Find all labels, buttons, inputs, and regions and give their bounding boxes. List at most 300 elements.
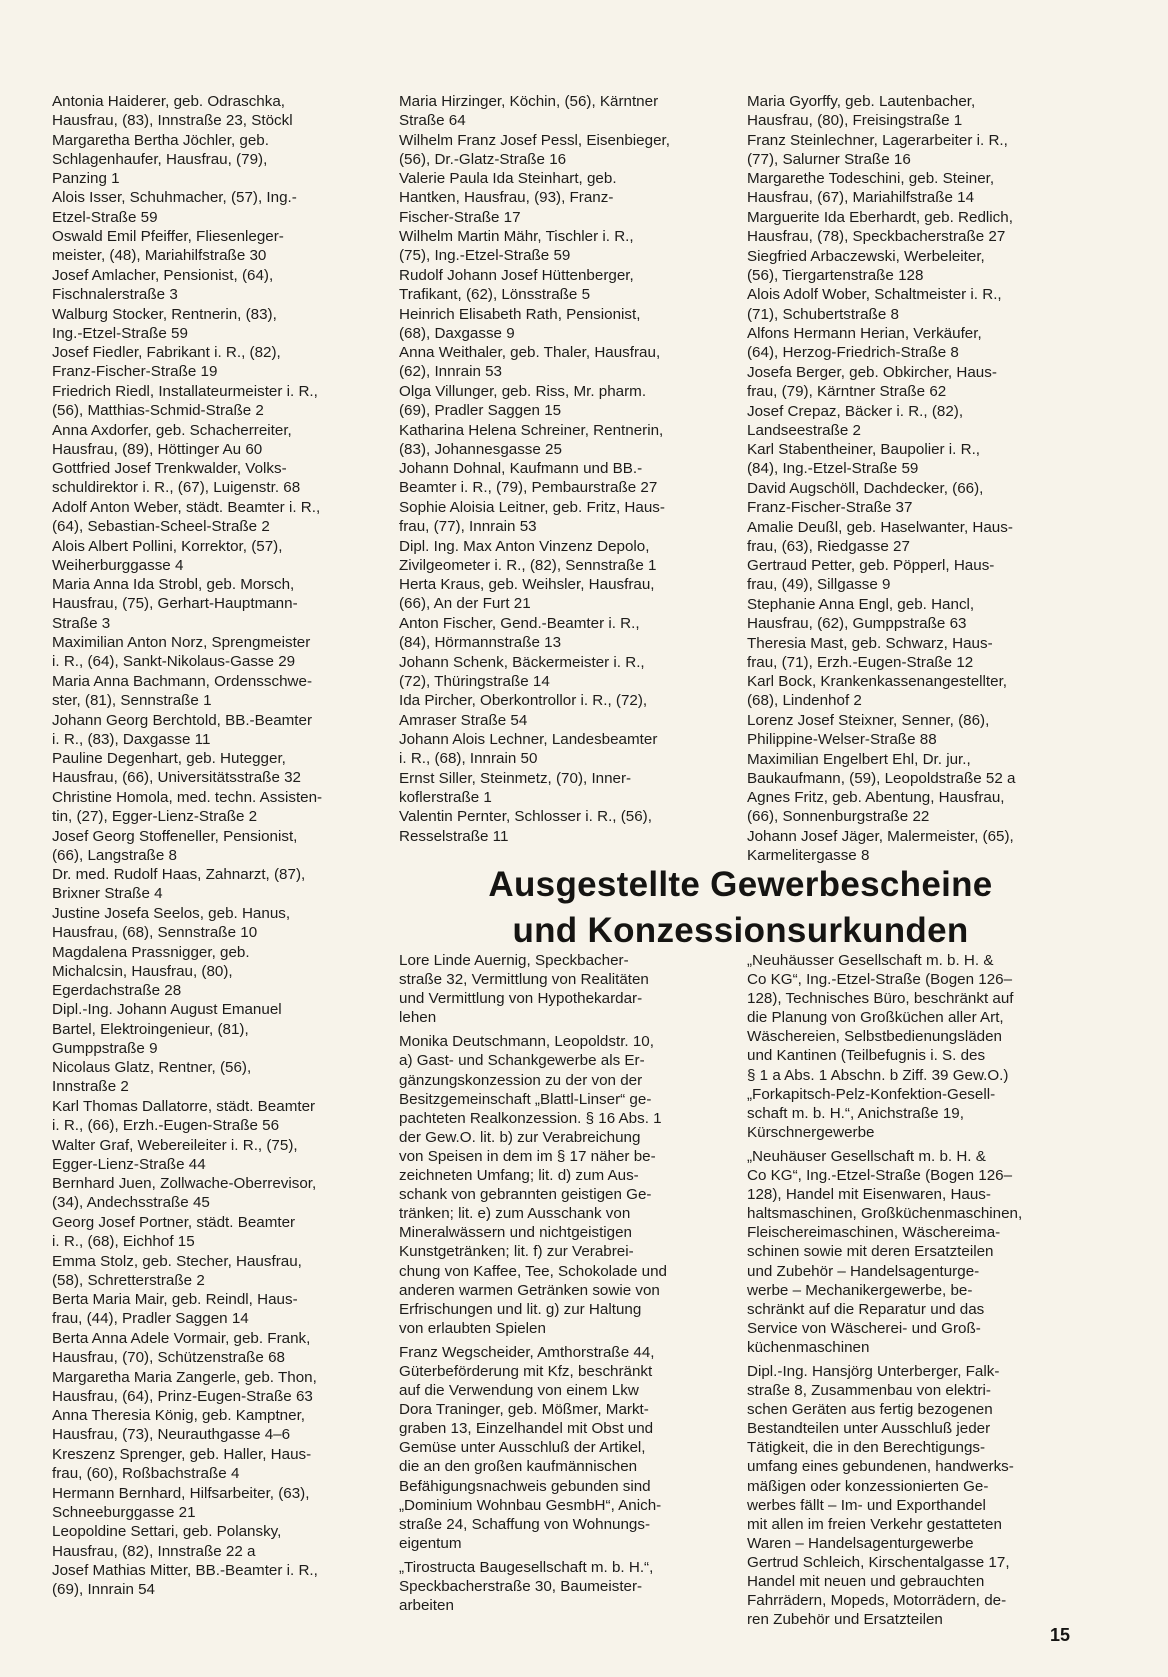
entry-line: tin, (27), Egger-Lienz-Straße 2 <box>52 807 258 825</box>
entry-line: Egger-Lienz-Straße 44 <box>52 1155 206 1173</box>
entry-line: arbeiten <box>399 1597 454 1615</box>
entry-line: Georg Josef Portner, städt. Beamter <box>52 1213 296 1231</box>
entry-line: mäßigen oder konzessionierten Ge- <box>747 1477 989 1495</box>
list-item <box>747 595 1082 633</box>
licenses-column-left <box>399 951 729 1615</box>
list-item <box>52 943 372 1000</box>
list-item <box>52 343 372 381</box>
list-item <box>399 1343 729 1553</box>
entry-line: Anton Fischer, Gend.-Beamter i. R., <box>399 615 640 633</box>
list-item <box>399 614 729 652</box>
list-item <box>52 266 372 304</box>
entry-line: Karl Stabentheiner, Baupolier i. R., <box>747 441 981 459</box>
entry-line: Amraser Straße 54 <box>399 711 528 729</box>
entry-line: Nicolaus Glatz, Rentner, (56), <box>52 1059 252 1077</box>
entry-line: schank von gebrannten geistigen Ge- <box>399 1186 652 1204</box>
entry-line: gänzungskonzession zu der von der <box>399 1071 643 1089</box>
entry-line: frau, (77), Innrain 53 <box>399 518 537 536</box>
list-item <box>52 1329 372 1367</box>
entry-line: Johann Dohnal, Kaufmann und BB.- <box>399 460 643 478</box>
list-item <box>747 285 1082 323</box>
entry-line: Johann Josef Jäger, Malermeister, (65), <box>747 828 1014 846</box>
entry-line: Hausfrau, (67), Mariahilfstraße 14 <box>747 189 975 207</box>
list-item <box>52 92 372 130</box>
entry-line: Lorenz Josef Steixner, Senner, (86), <box>747 712 990 729</box>
entry-line: schränkt auf die Reparatur und das <box>747 1300 985 1318</box>
entry-line: Walburg Stocker, Rentnerin, (83), <box>52 305 277 323</box>
list-item <box>52 1484 372 1522</box>
entry-line: Dora Traninger, geb. Mößmer, Markt- <box>399 1401 649 1419</box>
entry-line: ren Zubehör und Ersatzteilen <box>747 1611 943 1629</box>
entry-line: Valerie Paula Ida Steinhart, geb. <box>399 170 617 188</box>
entry-line: (83), Johannesgasse 25 <box>399 440 562 458</box>
entry-line: „Neuhäuser Gesellschaft m. b. H. & <box>747 1147 986 1165</box>
list-item <box>747 827 1082 865</box>
list-item <box>52 459 372 497</box>
entry-line: (69), Innrain 54 <box>52 1581 155 1599</box>
list-item <box>399 769 729 807</box>
entry-line: Hantken, Hausfrau, (93), Franz- <box>399 189 614 207</box>
list-item <box>52 227 372 265</box>
entry-line: Gemüse unter Ausschluß der Artikel, <box>399 1439 646 1457</box>
entry-line: (84), Ing.-Etzel-Straße 59 <box>747 460 919 478</box>
entry-line: Leopoldine Settari, geb. Polansky, <box>52 1523 282 1541</box>
list-item <box>399 92 729 130</box>
entry-line: Hausfrau, (75), Gerhart-Hauptmann- <box>52 595 298 613</box>
entry-line: und Kantinen (Teilbefugnis i. S. des <box>747 1047 986 1065</box>
entry-line: straße 24, Schaffung von Wohnungs- <box>399 1515 651 1533</box>
entry-line: Michalcsin, Hausfrau, (80), <box>52 962 233 980</box>
entry-line: Bernhard Juen, Zollwache-Oberrevisor, <box>52 1175 317 1193</box>
entry-line: schaft m. b. H.“, Anichstraße 19, <box>747 1104 964 1122</box>
list-item <box>52 749 372 787</box>
list-item <box>399 653 729 691</box>
entry-line: Hermann Bernhard, Hilfsarbeiter, (63), <box>52 1484 310 1502</box>
list-item <box>52 633 372 671</box>
list-item <box>747 92 1082 130</box>
list-item <box>399 131 729 169</box>
entry-line: (56), Tiergartenstraße 128 <box>747 266 924 284</box>
entry-line: Karmelitergasse 8 <box>747 847 870 865</box>
entry-line: i. R., (64), Sankt-Nikolaus-Gasse 29 <box>52 653 296 671</box>
entry-line: Landseestraße 2 <box>747 421 861 439</box>
entry-line: Hausfrau, (73), Neurauthgasse 4–6 <box>52 1426 291 1444</box>
entry-line: Hausfrau, (89), Höttinger Au 60 <box>52 440 263 458</box>
entry-line: anderen warmen Getränken sowie von <box>399 1281 660 1299</box>
entry-line: Franz-Fischer-Straße 19 <box>52 363 218 381</box>
list-item <box>52 1000 372 1057</box>
section-heading-line-1: Ausgestellte Gewerbescheine <box>488 865 993 904</box>
entry-line: Dipl.-Ing. Johann August Emanuel <box>52 1001 282 1019</box>
entry-line: Johann Georg Berchtold, BB.-Beamter <box>52 711 313 729</box>
entry-line: auf die Verwendung von einem Lkw <box>399 1382 639 1400</box>
list-item <box>399 807 729 845</box>
entry-line: a) Gast- und Schankgewerbe als Er- <box>399 1052 645 1070</box>
entry-line: Heinrich Elisabeth Rath, Pensionist, <box>399 305 641 323</box>
list-item <box>747 672 1082 710</box>
list-item <box>52 672 372 710</box>
entry-line: Josef Georg Stoffeneller, Pensionist, <box>52 827 298 845</box>
entry-line: Resselstraße 11 <box>399 827 509 845</box>
entry-line: Hausfrau, (70), Schützenstraße 68 <box>52 1349 285 1367</box>
entry-line: Sophie Aloisia Leitner, geb. Fritz, Haus- <box>399 498 665 516</box>
entry-line: und Vermittlung von Hypothekardar- <box>399 990 643 1008</box>
entry-line: Dipl. Ing. Max Anton Vinzenz Depolo, <box>399 537 650 555</box>
entry-line: schuldirektor i. R., (67), Luigenstr. 68 <box>52 479 301 497</box>
entry-line: Marguerite Ida Eberhardt, geb. Redlich, <box>747 209 1013 227</box>
entry-line: Franz Wegscheider, Amthorstraße 44, <box>399 1343 655 1361</box>
list-item <box>52 904 372 942</box>
list-item <box>399 343 729 381</box>
entry-line: i. R., (68), Eichhof 15 <box>52 1233 195 1251</box>
entry-line: pachteten Realkonzession. § 16 Abs. 1 <box>399 1109 662 1127</box>
entry-line: Ernst Siller, Steinmetz, (70), Inner- <box>399 769 632 787</box>
entry-line: Bartel, Elektroingenieur, (81), <box>52 1020 249 1038</box>
entry-line: Justine Josefa Seelos, geb. Hanus, <box>52 904 291 922</box>
list-item <box>747 711 1082 749</box>
entry-line: Kürschnergewerbe <box>747 1123 875 1141</box>
entry-line: (72), Thüringstraße 14 <box>399 672 550 690</box>
section-heading-line-2: und Konzessionsurkunden <box>512 911 969 950</box>
entry-line: tränken; lit. e) zum Ausschank von <box>399 1205 631 1223</box>
list-item <box>52 575 372 632</box>
list-item <box>52 788 372 826</box>
obituary-column-middle <box>399 92 729 846</box>
entry-line: Hausfrau, (64), Prinz-Eugen-Straße 63 <box>52 1387 313 1405</box>
entry-line: i. R., (68), Innrain 50 <box>399 750 538 768</box>
entry-line: Rudolf Johann Josef Hüttenberger, <box>399 266 634 284</box>
entry-line: Fleischereimaschinen, Wäschereima- <box>747 1224 1001 1242</box>
list-item <box>747 131 1082 169</box>
page-number: 15 <box>1049 1625 1070 1645</box>
entry-line: Emma Stolz, geb. Stecher, Hausfrau, <box>52 1252 302 1270</box>
entry-line: Ida Pircher, Oberkontrollor i. R., (72), <box>399 692 648 710</box>
entry-line: (34), Andechsstraße 45 <box>52 1194 210 1212</box>
entry-line: lehen <box>399 1009 437 1027</box>
entry-line: Erfrischungen und lit. g) zur Haltung <box>399 1300 642 1318</box>
entry-line: Etzel-Straße 59 <box>52 208 158 226</box>
entry-line: Franz-Fischer-Straße 37 <box>747 498 913 516</box>
list-item <box>399 691 729 729</box>
entry-line: (56), Matthias-Schmid-Straße 2 <box>52 402 264 419</box>
entry-line: Güterbeförderung mit Kfz, beschränkt <box>399 1362 653 1380</box>
entry-line: Margarethe Todeschini, geb. Steiner, <box>747 170 995 188</box>
list-item <box>399 575 729 613</box>
entry-line: Fischer-Straße 17 <box>399 208 521 226</box>
entry-line: Karl Bock, Krankenkassenangestellter, <box>747 673 1008 691</box>
list-item <box>399 1032 729 1338</box>
entry-line: Alfons Hermann Herian, Verkäufer, <box>747 325 982 343</box>
entry-line: Speckbacherstraße 30, Baumeister- <box>399 1578 643 1595</box>
entry-line: meister, (48), Mariahilfstraße 30 <box>52 247 267 265</box>
entry-line: Gertrud Schleich, Kirschentalgasse 17, <box>747 1553 1010 1571</box>
entry-line: 128), Technisches Büro, beschränkt auf <box>747 990 1014 1008</box>
list-item <box>52 1213 372 1251</box>
entry-line: Josefa Berger, geb. Obkircher, Haus- <box>747 363 997 381</box>
entry-line: Fahrrädern, Mopeds, Motorrädern, de- <box>747 1592 1007 1610</box>
entry-line: Hausfrau, (66), Universitätsstraße 32 <box>52 769 301 787</box>
entry-line: Pauline Degenhart, geb. Hutegger, <box>52 750 286 768</box>
entry-line: Co KG“, Ing.-Etzel-Straße (Bogen 126– <box>747 1167 1013 1185</box>
entry-line: i. R., (83), Daxgasse 11 <box>52 730 211 748</box>
entry-line: Dr. med. Rudolf Haas, Zahnarzt, (87), <box>52 866 306 884</box>
list-item <box>52 188 372 226</box>
entry-line: Gertraud Petter, geb. Pöpperl, Haus- <box>747 557 995 575</box>
entry-line: Service von Wäscherei- und Groß- <box>747 1319 981 1337</box>
list-item <box>747 402 1082 440</box>
entry-line: Walter Graf, Webereileiter i. R., (75), <box>52 1136 298 1154</box>
list-item <box>52 498 372 536</box>
entry-line: (71), Schubertstraße 8 <box>747 305 899 323</box>
entry-line: die Planung von Großküchen aller Art, <box>747 1009 1004 1027</box>
list-item <box>399 459 729 497</box>
entry-line: frau, (63), Riedgasse 27 <box>747 537 910 555</box>
entry-line: ster, (81), Sennstraße 1 <box>52 691 212 709</box>
entry-line: koflerstraße 1 <box>399 788 492 806</box>
list-item <box>747 169 1082 207</box>
entry-line: Adolf Anton Weber, städt. Beamter i. R., <box>52 498 321 516</box>
list-item <box>52 421 372 459</box>
entry-line: Maria Gyorffy, geb. Lautenbacher, <box>747 93 976 110</box>
list-item <box>52 1522 372 1560</box>
entry-line: Maximilian Anton Norz, Sprengmeister <box>52 634 311 652</box>
entry-line: (64), Sebastian-Scheel-Straße 2 <box>52 518 270 536</box>
entry-line: Gottfried Josef Trenkwalder, Volks- <box>52 460 287 478</box>
list-item <box>52 131 372 188</box>
entry-line: (62), Innrain 53 <box>399 363 502 381</box>
entry-line: Schneeburggasse 21 <box>52 1503 196 1521</box>
list-item <box>747 324 1082 362</box>
entry-line: Philippine-Welser-Straße 88 <box>747 731 937 749</box>
entry-line: (75), Ing.-Etzel-Straße 59 <box>399 247 571 265</box>
entry-line: Johann Schenk, Bäckermeister i. R., <box>399 653 645 671</box>
entry-line: frau, (79), Kärntner Straße 62 <box>747 382 947 400</box>
entry-line: (84), Hörmannstraße 13 <box>399 634 562 652</box>
list-item <box>52 1406 372 1444</box>
list-item <box>52 1136 372 1174</box>
list-item <box>747 951 1082 1142</box>
entry-line: Hausfrau, (80), Freisingstraße 1 <box>747 112 963 130</box>
entry-line: umfang eines gebundenen, handwerks- <box>747 1458 1014 1476</box>
entry-line: Amalie Deußl, geb. Haselwanter, Haus- <box>747 518 1013 536</box>
entry-line: Johann Alois Lechner, Landesbeamter <box>399 731 658 749</box>
entry-line: Antonia Haiderer, geb. Odraschka, <box>52 93 286 110</box>
list-item <box>399 382 729 420</box>
entry-line: frau, (49), Sillgasse 9 <box>747 576 891 594</box>
list-item <box>52 827 372 865</box>
entry-line: Ing.-Etzel-Straße 59 <box>52 324 188 342</box>
entry-line: Hausfrau, (78), Speckbacherstraße 27 <box>747 228 1006 246</box>
licenses-column-right <box>747 951 1082 1629</box>
list-item <box>52 305 372 343</box>
entry-line: Alois Albert Pollini, Korrektor, (57), <box>52 537 283 555</box>
entry-line: (77), Salurner Straße 16 <box>747 150 911 168</box>
entry-line: Weiherburggasse 4 <box>52 556 184 574</box>
entry-line: Straße 3 <box>52 614 111 632</box>
list-item <box>399 169 729 226</box>
entry-line: Franz Steinlechner, Lagerarbeiter i. R., <box>747 131 1008 149</box>
entry-line: Siegfried Arbaczewski, Werbeleiter, <box>747 247 985 265</box>
entry-line: Josef Crepaz, Bäcker i. R., (82), <box>747 402 964 420</box>
entry-line: werbe – Mechanikergewerbe, be- <box>747 1281 973 1299</box>
entry-line: Anna Weithaler, geb. Thaler, Hausfrau, <box>399 344 661 362</box>
entry-line: Befähigungsnachweis gebunden sind <box>399 1477 651 1495</box>
list-item <box>52 537 372 575</box>
entry-line: Brixner Straße 4 <box>52 885 163 903</box>
list-item <box>399 498 729 536</box>
entry-line: frau, (60), Roßbachstraße 4 <box>52 1465 240 1483</box>
list-item <box>747 363 1082 401</box>
entry-line: straße 8, Zusammenbau von elektri- <box>747 1382 991 1400</box>
entry-line: Fischnalerstraße 3 <box>52 285 178 303</box>
entry-line: Berta Maria Mair, geb. Reindl, Haus- <box>52 1291 298 1309</box>
entry-line: Wäschereien, Selbstbedienungsläden <box>747 1028 1002 1046</box>
entry-line: Berta Anna Adele Vormair, geb. Frank, <box>52 1330 311 1347</box>
list-item <box>52 1368 372 1406</box>
entry-line: Dipl.-Ing. Hansjörg Unterberger, Falk- <box>747 1362 1000 1380</box>
entry-line: eigentum <box>399 1534 462 1552</box>
entry-line: (56), Dr.-Glatz-Straße 16 <box>399 150 567 168</box>
list-item <box>52 1561 372 1599</box>
entry-line: Stephanie Anna Engl, geb. Hancl, <box>747 595 975 613</box>
list-item <box>52 1058 372 1096</box>
entry-line: frau, (44), Pradler Saggen 14 <box>52 1310 249 1328</box>
entry-line: Wilhelm Martin Mähr, Tischler i. R., <box>399 228 634 246</box>
entry-line: Hausfrau, (68), Sennstraße 10 <box>52 924 258 942</box>
list-item <box>747 788 1082 826</box>
entry-line: Wilhelm Franz Josef Pessl, Eisenbieger, <box>399 131 670 149</box>
entry-line: Egerdachstraße 28 <box>52 981 182 999</box>
list-item <box>747 518 1082 556</box>
list-item <box>399 537 729 575</box>
entry-line: § 1 a Abs. 1 Abschn. b Ziff. 39 Gew.O.) <box>747 1066 1009 1084</box>
entry-line: Baukaufmann, (59), Leopoldstraße 52 a <box>747 769 1016 787</box>
entry-line: und Zubehör – Handelsagenturge- <box>747 1262 980 1280</box>
entry-line: schinen sowie mit deren Ersatzteilen <box>747 1243 994 1261</box>
entry-line: Bestandteilen unter Ausschluß jeder <box>747 1420 991 1438</box>
list-item <box>399 951 729 1027</box>
entry-line: (68), Lindenhof 2 <box>747 692 862 710</box>
entry-line: (66), An der Furt 21 <box>399 595 531 613</box>
entry-line: „Tirostructa Baugesellschaft m. b. H.“, <box>399 1558 654 1576</box>
list-item <box>52 711 372 749</box>
entry-line: Josef Fiedler, Fabrikant i. R., (82), <box>52 344 281 362</box>
entry-line: „Dominium Wohnbau GesmbH“, Anich- <box>399 1496 662 1514</box>
entry-line: „Neuhäusser Gesellschaft m. b. H. & <box>747 952 994 969</box>
list-item <box>399 266 729 304</box>
list-item <box>52 1097 372 1135</box>
entry-line: Schlagenhaufer, Hausfrau, (79), <box>52 150 268 168</box>
entry-line: Trafikant, (62), Lönsstraße 5 <box>399 285 591 303</box>
entry-line: (68), Daxgasse 9 <box>399 324 515 342</box>
entry-line: Co KG“, Ing.-Etzel-Straße (Bogen 126– <box>747 971 1013 989</box>
list-item <box>52 865 372 903</box>
entry-line: Valentin Pernter, Schlosser i. R., (56), <box>399 808 652 826</box>
entry-line: Maria Hirzinger, Köchin, (56), Kärntner <box>399 93 659 110</box>
obituary-column-right <box>747 92 1082 866</box>
entry-line: (66), Sonnenburgstraße 22 <box>747 808 930 826</box>
entry-line: Olga Villunger, geb. Riss, Mr. pharm. <box>399 382 647 400</box>
entry-line: Magdalena Prassnigger, geb. <box>52 943 250 961</box>
entry-line: Hausfrau, (83), Innstraße 23, Stöckl <box>52 112 293 130</box>
list-item <box>399 1558 729 1615</box>
entry-line: Panzing 1 <box>52 169 120 187</box>
entry-line: Maria Anna Bachmann, Ordensschwe- <box>52 672 313 690</box>
entry-line: Agnes Fritz, geb. Abentung, Hausfrau, <box>747 789 1005 807</box>
list-item <box>747 208 1082 246</box>
entry-line: (66), Langstraße 8 <box>52 846 177 864</box>
entry-line: werbes fällt – Im- und Exporthandel <box>747 1496 986 1514</box>
list-item <box>747 556 1082 594</box>
list-item <box>399 227 729 265</box>
entry-line: Anna Theresia König, geb. Kamptner, <box>52 1407 306 1425</box>
entry-line: straße 32, Vermittlung von Realitäten <box>399 971 649 989</box>
entry-line: Maria Anna Ida Strobl, geb. Morsch, <box>52 576 295 594</box>
entry-line: 128), Handel mit Eisenwaren, Haus- <box>747 1186 991 1204</box>
entry-line: (64), Herzog-Friedrich-Straße 8 <box>747 344 959 362</box>
entry-line: Hausfrau, (82), Innstraße 22 a <box>52 1542 256 1560</box>
entry-line: Hausfrau, (62), Gumppstraße 63 <box>747 615 967 633</box>
entry-line: der Gew.O. lit. b) zur Verabreichung <box>399 1128 641 1146</box>
entry-line: Christine Homola, med. techn. Assisten- <box>52 788 323 806</box>
list-item <box>399 421 729 459</box>
entry-line: Alois Adolf Wober, Schaltmeister i. R., <box>747 286 1002 304</box>
entry-line: von erlaubten Spielen <box>399 1319 546 1337</box>
entry-line: Margaretha Bertha Jöchler, geb. <box>52 131 269 149</box>
entry-line: mit allen im freien Verkehr gestatteten <box>747 1515 1002 1533</box>
section-heading <box>399 862 1082 954</box>
entry-line: Monika Deutschmann, Leopoldstr. 10, <box>399 1033 654 1051</box>
entry-line: graben 13, Einzelhandel mit Obst und <box>399 1420 654 1438</box>
entry-line: Gumppstraße 9 <box>52 1039 158 1057</box>
entry-line: Zivilgeometer i. R., (82), Sennstraße 1 <box>399 556 657 574</box>
entry-line: Beamter i. R., (79), Pembaurstraße 27 <box>399 479 658 497</box>
entry-line: haltsmaschinen, Großküchenmaschinen, <box>747 1205 1023 1223</box>
obituary-column-left <box>52 92 372 1600</box>
entry-line: chung von Kaffee, Tee, Schokolade und <box>399 1262 667 1280</box>
entry-line: Handel mit neuen und gebrauchten <box>747 1573 985 1590</box>
entry-line: Kunstgetränken; lit. f) zur Verabrei- <box>399 1243 634 1261</box>
entry-line: David Augschöll, Dachdecker, (66), <box>747 479 984 497</box>
entry-line: die an den großen kaufmännischen <box>399 1458 638 1476</box>
entry-line: schen Geräten aus fertig bezogenen <box>747 1401 993 1419</box>
entry-line: Theresia Mast, geb. Schwarz, Haus- <box>747 634 993 652</box>
entry-line: Anna Axdorfer, geb. Schacherreiter, <box>52 421 292 439</box>
entry-line: Herta Kraus, geb. Weihsler, Hausfrau, <box>399 576 655 594</box>
entry-line: Straße 64 <box>399 112 466 130</box>
entry-line: Katharina Helena Schreiner, Rentnerin, <box>399 421 664 439</box>
list-item <box>747 1362 1082 1629</box>
entry-line: Tätigkeit, die in den Berechtigungs- <box>747 1439 986 1457</box>
entry-line: Kreszenz Sprenger, geb. Haller, Haus- <box>52 1446 312 1464</box>
entry-line: Friedrich Riedl, Installateurmeister i. R., <box>52 382 318 400</box>
entry-line: Waren – Handelsagenturgewerbe <box>747 1534 974 1552</box>
entry-line: Josef Mathias Mitter, BB.-Beamter i. R., <box>52 1562 318 1580</box>
entry-line: (69), Pradler Saggen 15 <box>399 402 562 419</box>
entry-line: Josef Amlacher, Pensionist, (64), <box>52 266 274 284</box>
entry-line: küchenmaschinen <box>747 1338 870 1356</box>
entry-line: (58), Schretterstraße 2 <box>52 1271 205 1289</box>
entry-line: „Forkapitsch-Pelz-Konfektion-Gesell- <box>747 1085 996 1103</box>
list-item <box>747 750 1082 788</box>
entry-line: i. R., (66), Erzh.-Eugen-Straße 56 <box>52 1116 280 1134</box>
list-item <box>747 440 1082 478</box>
list-item <box>52 1252 372 1290</box>
entry-line: zeichneten Umfang; lit. d) zum Aus- <box>399 1167 639 1185</box>
list-item <box>52 382 372 420</box>
list-item <box>747 634 1082 672</box>
entry-line: Margaretha Maria Zangerle, geb. Thon, <box>52 1368 317 1386</box>
